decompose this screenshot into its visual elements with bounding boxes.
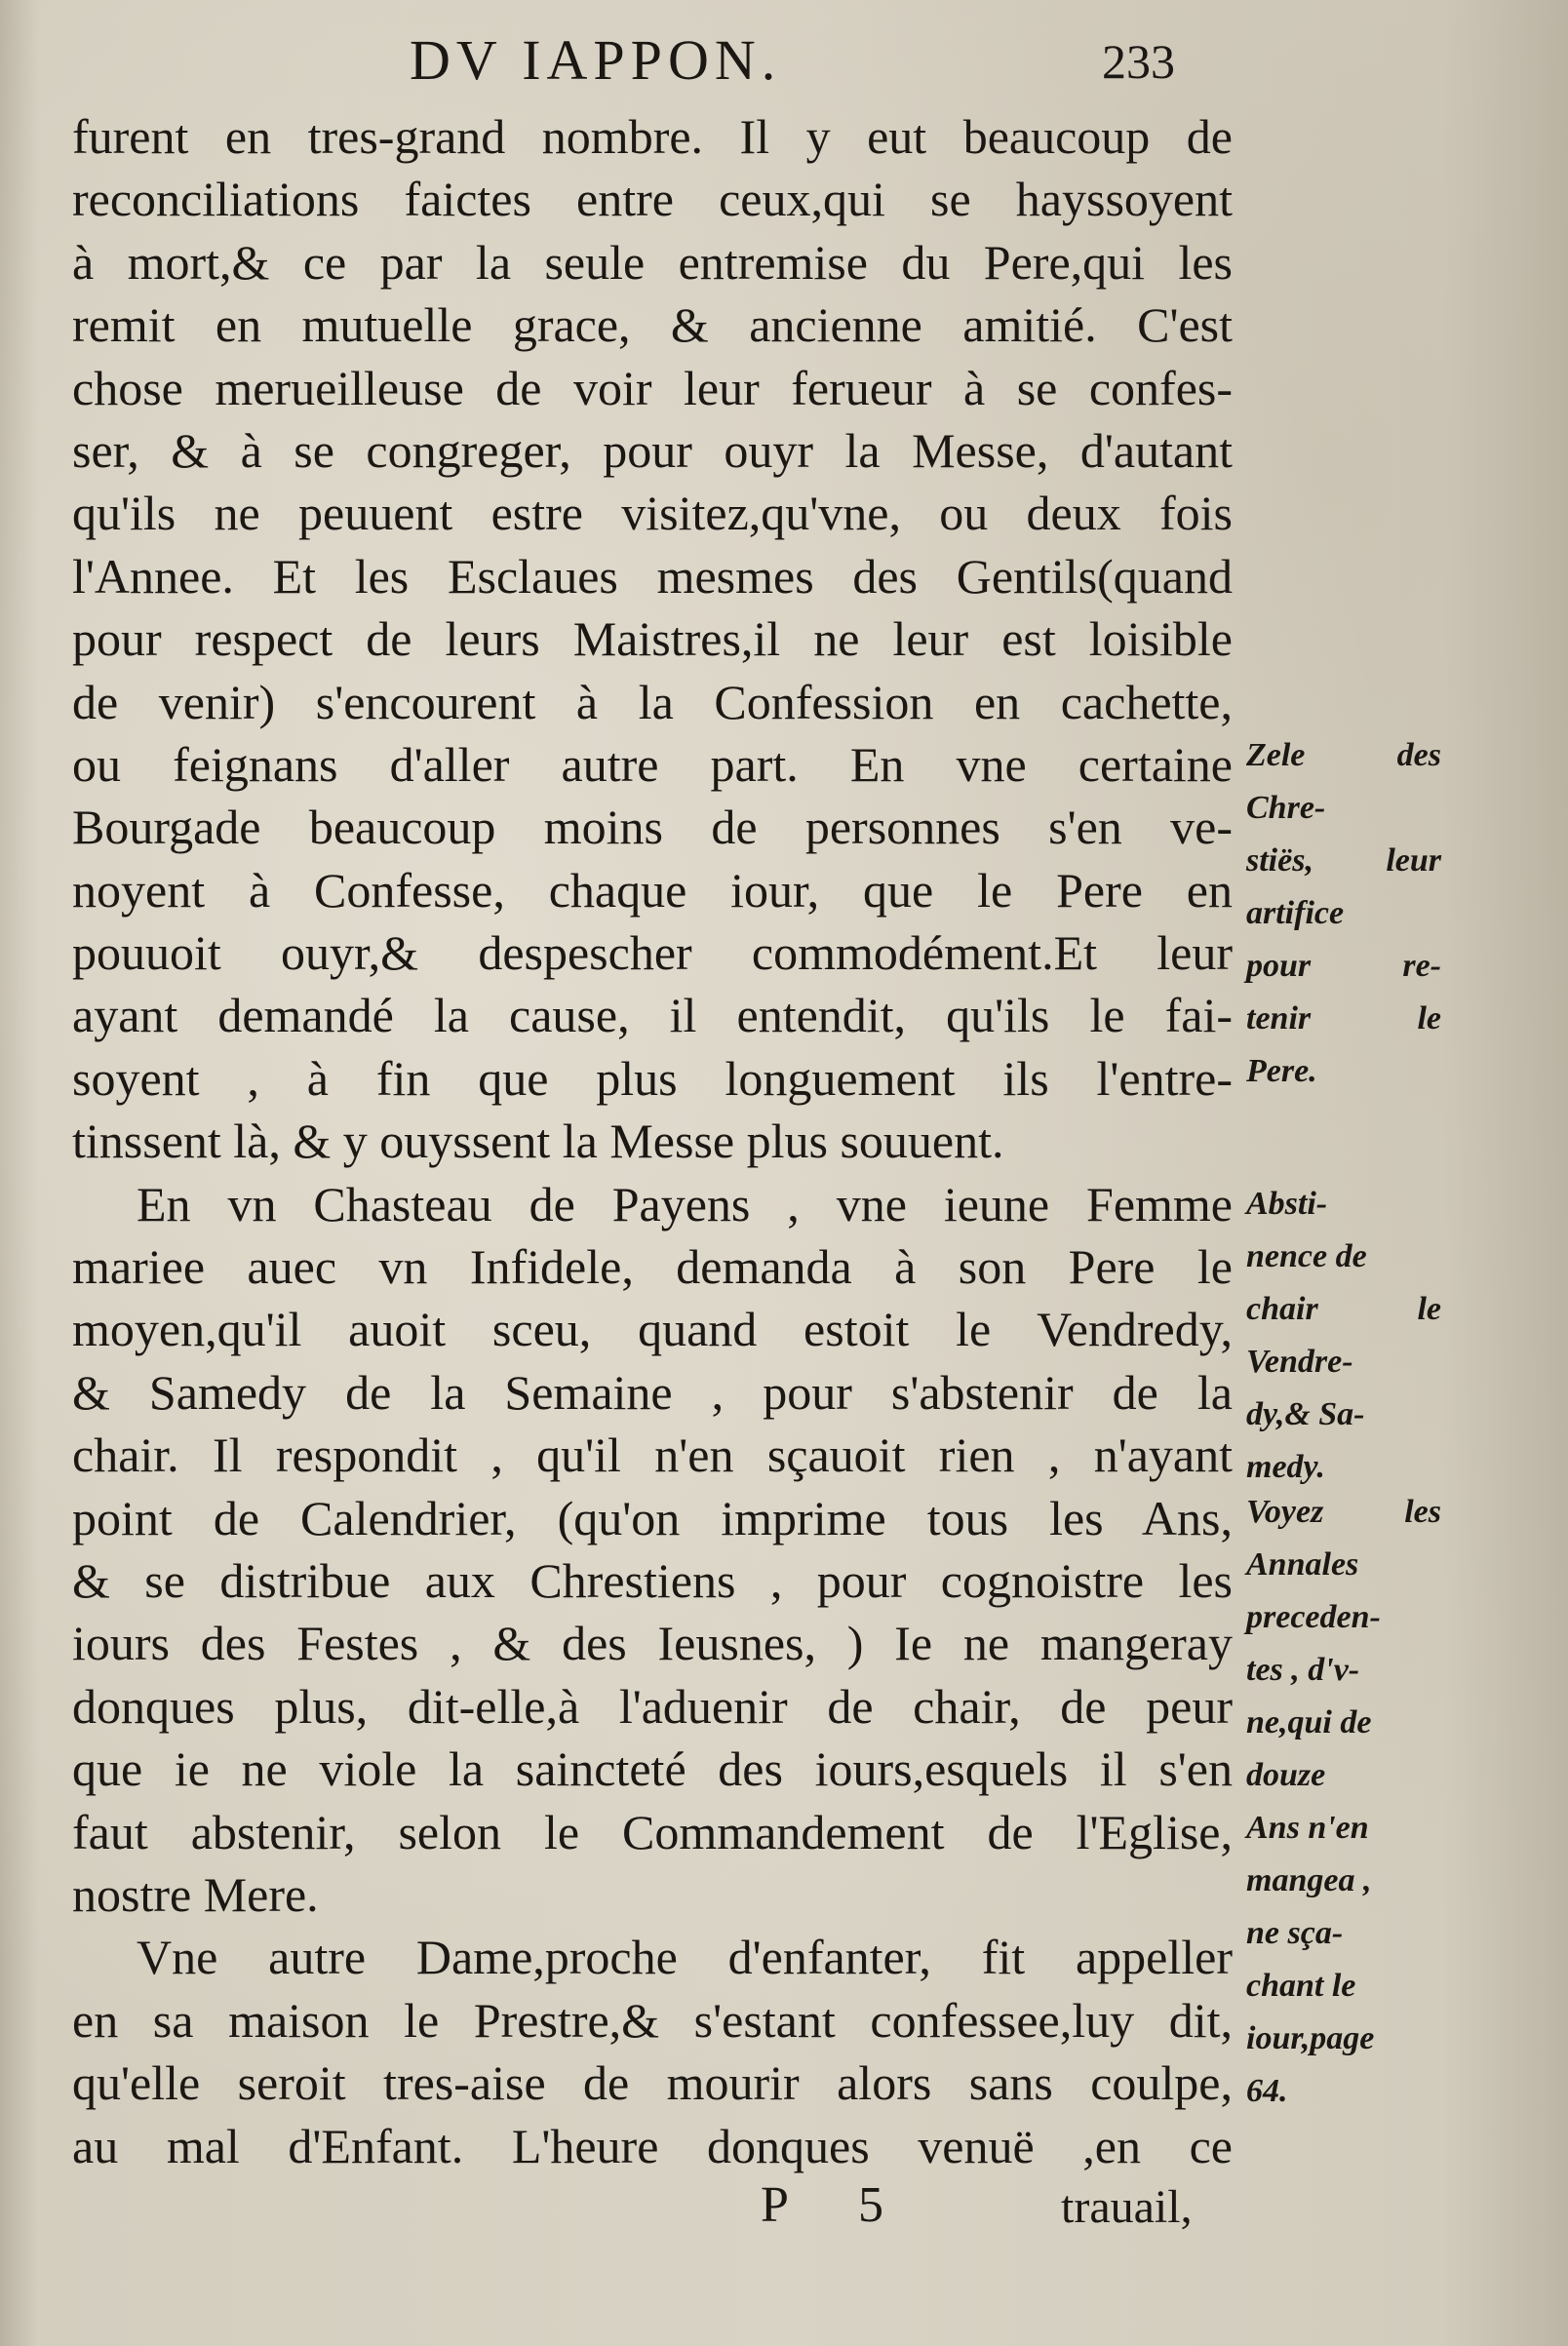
page-header xyxy=(0,27,1568,96)
text-line: de venir) s'encourent à la Confession en cachette, xyxy=(72,674,1233,729)
margin-note-line: tenir le xyxy=(1246,1000,1441,1036)
text-line: point de Calendrier, (qu'on imprime tous les Ans, xyxy=(72,1490,1233,1545)
margin-note-line: iour,page xyxy=(1246,2020,1375,2056)
margin-note-line: mangea , xyxy=(1246,1862,1372,1898)
text-line: soyent , à fin que plus longuement ils l'entre- xyxy=(72,1050,1233,1106)
margin-note-line: 64. xyxy=(1246,2073,1288,2109)
margin-note-line: ne,qui de xyxy=(1246,1704,1372,1740)
catchword: trauail, xyxy=(1061,2181,1193,2233)
text-line: Bourgade beaucoup moins de personnes s'en ve- xyxy=(72,800,1233,855)
text-line: mariee auec vn Infidele, demanda à son Pere le xyxy=(72,1239,1233,1295)
text-line: à mort,& ce par la seule entremise du Pere,qui les xyxy=(72,234,1233,290)
text-line: noyent à Confesse, chaque iour, que le Pere en xyxy=(72,862,1233,918)
margin-note-line: chair le xyxy=(1246,1291,1441,1327)
margin-note-line: pour re- xyxy=(1246,948,1441,984)
margin-note-line: Zele des xyxy=(1246,737,1441,773)
margin-note-line: Voyez les xyxy=(1246,1494,1441,1530)
text-line: donques plus, dit-elle,à l'aduenir de chair, de peur xyxy=(72,1678,1233,1734)
page-number: 233 xyxy=(1102,34,1175,89)
margin-note-line: Annales xyxy=(1246,1546,1359,1583)
text-line: faut abstenir, selon le Commandement de l'Eglise, xyxy=(72,1804,1233,1859)
text-line: ser, & à se congreger, pour ouyr la Messe, d'autant xyxy=(72,422,1233,478)
text-line: chose merueilleuse de voir leur ferueur à se confes- xyxy=(72,360,1233,415)
text-line: au mal d'Enfant. L'heure donques venuë ,en ce xyxy=(72,2118,1233,2173)
margin-note-annales xyxy=(1246,1486,1441,2118)
running-title: DV IAPPON. xyxy=(410,28,782,92)
text-line: remit en mutuelle grace, & ancienne amitié. C'est xyxy=(72,297,1233,353)
text-line: que ie ne viole la saincteté des iours,esquels il s'en xyxy=(72,1741,1233,1797)
text-line: & Samedy de la Semaine , pour s'abstenir de la xyxy=(72,1364,1233,1420)
text-line: tinssent là, & y ouyssent la Messe plus souuent. xyxy=(72,1114,1004,1169)
margin-note-line: Pere. xyxy=(1246,1053,1317,1089)
page-footer xyxy=(0,2176,1568,2254)
margin-note-line: nence de xyxy=(1246,1238,1367,1274)
margin-note-line: medy. xyxy=(1246,1449,1325,1485)
text-line: ayant demandé la cause, il entendit, qu'ils le fai- xyxy=(72,988,1233,1043)
margin-note-line: dy,& Sa- xyxy=(1246,1396,1365,1432)
text-line: en sa maison le Prestre,& s'estant confessee,luy dit, xyxy=(72,1992,1233,2048)
text-line: qu'ils ne peuuent estre visitez,qu'vne, ou deux fois xyxy=(72,486,1233,541)
text-line: furent en tres-grand nombre. Il y eut beaucoup de xyxy=(72,109,1233,164)
text-line: reconciliations faictes entre ceux,qui se hayssoyent xyxy=(72,172,1233,227)
text-line: pouuoit ouyr,& despescher commodément.Et leur xyxy=(72,925,1233,981)
text-line: chair. Il respondit , qu'il n'en sçauoit rien , n'ayant xyxy=(72,1427,1233,1483)
margin-note-line: Absti- xyxy=(1246,1186,1328,1222)
margin-note-zele xyxy=(1246,729,1441,1098)
margin-note-line: chant le xyxy=(1246,1968,1356,2004)
margin-note-line: douze xyxy=(1246,1757,1326,1793)
margin-note-line: stiës, leur xyxy=(1246,842,1441,879)
margin-note-abstinence xyxy=(1246,1178,1441,1494)
margin-note-line: Vendre- xyxy=(1246,1344,1353,1380)
paragraph-start-line: En vn Chasteau de Payens , vne ieune Femme xyxy=(137,1176,1233,1232)
margin-note-line: tes , d'v- xyxy=(1246,1652,1360,1688)
margin-note-line: preceden- xyxy=(1246,1599,1381,1635)
margin-note-line: Chre- xyxy=(1246,790,1326,826)
text-line: l'Annee. Et les Esclaues mesmes des Gentils(quand xyxy=(72,548,1233,604)
signature-mark: P 5 xyxy=(761,2177,913,2233)
text-line: moyen,qu'il auoit sceu, quand estoit le Vendredy, xyxy=(72,1302,1233,1357)
text-line: qu'elle seroit tres-aise de mourir alors sans coulpe, xyxy=(72,2055,1233,2111)
margin-note-line: artifice xyxy=(1246,895,1345,931)
text-line: & se distribue aux Chrestiens , pour cognoistre les xyxy=(72,1552,1233,1608)
margin-note-line: ne sça- xyxy=(1246,1915,1344,1951)
paragraph-start-line: Vne autre Dame,proche d'enfanter, fit appeller xyxy=(137,1930,1233,1985)
text-line: nostre Mere. xyxy=(72,1866,319,1922)
body-text xyxy=(72,105,1233,2177)
text-line: pour respect de leurs Maistres,il ne leur est loisible xyxy=(72,611,1233,667)
margin-note-line: Ans n'en xyxy=(1246,1810,1369,1846)
text-line: ou feignans d'aller autre part. En vne certaine xyxy=(72,736,1233,792)
text-line: iours des Festes , & des Ieusnes, ) Ie ne mangeray xyxy=(72,1616,1233,1671)
